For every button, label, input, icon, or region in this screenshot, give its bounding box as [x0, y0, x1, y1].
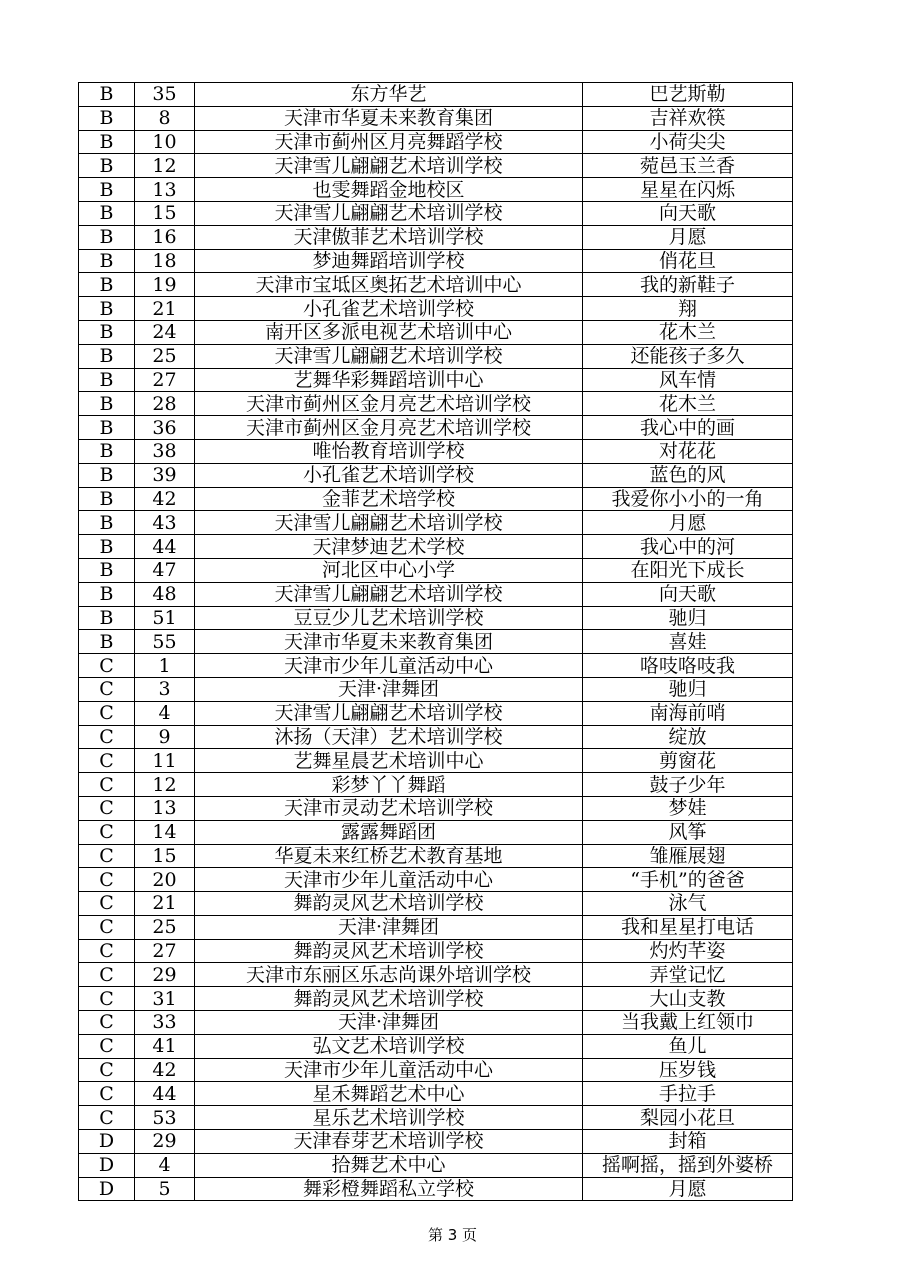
- group-cell: B: [79, 273, 135, 297]
- table-row: [79, 1153, 793, 1177]
- group-cell: C: [79, 1082, 135, 1106]
- number-cell: 14: [135, 820, 195, 844]
- group-cell: B: [79, 487, 135, 511]
- group-cell: D: [79, 1130, 135, 1154]
- number-cell: 16: [135, 225, 195, 249]
- table-row: [79, 749, 793, 773]
- group-cell: B: [79, 249, 135, 273]
- organization-cell: 天津市少年儿童活动中心: [195, 654, 583, 678]
- table-row: [79, 987, 793, 1011]
- program-title-cell: 剪窗花: [583, 749, 793, 773]
- group-cell: B: [79, 606, 135, 630]
- number-cell: 9: [135, 725, 195, 749]
- organization-cell: 天津雪儿翩翩艺术培训学校: [195, 344, 583, 368]
- program-title-cell: 弄堂记忆: [583, 963, 793, 987]
- number-cell: 25: [135, 915, 195, 939]
- organization-cell: 天津春芽艺术培训学校: [195, 1130, 583, 1154]
- number-cell: 18: [135, 249, 195, 273]
- organization-cell: 舞韵灵风艺术培训学校: [195, 987, 583, 1011]
- number-cell: 8: [135, 106, 195, 130]
- program-title-cell: 我和星星打电话: [583, 915, 793, 939]
- program-title-cell: 大山支教: [583, 987, 793, 1011]
- organization-cell: 华夏未来红桥艺术教育基地: [195, 844, 583, 868]
- organization-cell: 天津·津舞团: [195, 677, 583, 701]
- table-row: [79, 130, 793, 154]
- program-title-cell: 手拉手: [583, 1082, 793, 1106]
- group-cell: B: [79, 630, 135, 654]
- number-cell: 11: [135, 749, 195, 773]
- program-title-cell: 摇啊摇，摇到外婆桥: [583, 1153, 793, 1177]
- program-title-cell: 月愿: [583, 225, 793, 249]
- number-cell: 28: [135, 392, 195, 416]
- table-row: [79, 487, 793, 511]
- organization-cell: 河北区中心小学: [195, 558, 583, 582]
- number-cell: 13: [135, 796, 195, 820]
- organization-cell: 天津雪儿翩翩艺术培训学校: [195, 511, 583, 535]
- program-title-cell: 向天歌: [583, 582, 793, 606]
- group-cell: D: [79, 1153, 135, 1177]
- number-cell: 12: [135, 154, 195, 178]
- table-row: [79, 249, 793, 273]
- organization-cell: 天津市华夏未来教育集团: [195, 106, 583, 130]
- program-title-cell: 驰归: [583, 606, 793, 630]
- table-row: [79, 535, 793, 559]
- group-cell: D: [79, 1177, 135, 1201]
- number-cell: 25: [135, 344, 195, 368]
- program-title-cell: 喜娃: [583, 630, 793, 654]
- table-row: [79, 1106, 793, 1130]
- program-title-cell: 月愿: [583, 1177, 793, 1201]
- table-row: [79, 83, 793, 107]
- program-table-body: [79, 83, 793, 1201]
- number-cell: 41: [135, 1034, 195, 1058]
- program-title-cell: 梦娃: [583, 796, 793, 820]
- organization-cell: 天津市宝坻区奥拓艺术培训中心: [195, 273, 583, 297]
- program-title-cell: 俏花旦: [583, 249, 793, 273]
- table-row: [79, 511, 793, 535]
- organization-cell: 梦迪舞蹈培训学校: [195, 249, 583, 273]
- organization-cell: 小孔雀艺术培训学校: [195, 297, 583, 321]
- organization-cell: 小孔雀艺术培训学校: [195, 463, 583, 487]
- group-cell: B: [79, 511, 135, 535]
- group-cell: C: [79, 749, 135, 773]
- table-row: [79, 630, 793, 654]
- program-title-cell: 雏雁展翅: [583, 844, 793, 868]
- number-cell: 38: [135, 439, 195, 463]
- table-row: [79, 178, 793, 202]
- number-cell: 21: [135, 297, 195, 321]
- table-row: [79, 1130, 793, 1154]
- group-cell: B: [79, 368, 135, 392]
- program-title-cell: 风筝: [583, 820, 793, 844]
- program-title-cell: 巴艺斯勒: [583, 83, 793, 107]
- organization-cell: 东方华艺: [195, 83, 583, 107]
- program-title-cell: 蓝色的风: [583, 463, 793, 487]
- group-cell: C: [79, 1058, 135, 1082]
- number-cell: 55: [135, 630, 195, 654]
- organization-cell: 天津雪儿翩翩艺术培训学校: [195, 701, 583, 725]
- table-row: [79, 725, 793, 749]
- group-cell: C: [79, 868, 135, 892]
- page-number: 第 3 页: [427, 1226, 478, 1244]
- organization-cell: 星禾舞蹈艺术中心: [195, 1082, 583, 1106]
- organization-cell: 露露舞蹈团: [195, 820, 583, 844]
- group-cell: B: [79, 130, 135, 154]
- table-row: [79, 297, 793, 321]
- number-cell: 29: [135, 1130, 195, 1154]
- program-title-cell: 菀邑玉兰香: [583, 154, 793, 178]
- program-title-cell: 吉祥欢筷: [583, 106, 793, 130]
- organization-cell: 沐扬（天津）艺术培训学校: [195, 725, 583, 749]
- organization-cell: 天津市少年儿童活动中心: [195, 1058, 583, 1082]
- program-title-cell: 向天歌: [583, 201, 793, 225]
- number-cell: 21: [135, 892, 195, 916]
- table-row: [79, 558, 793, 582]
- organization-cell: 拾舞艺术中心: [195, 1153, 583, 1177]
- group-cell: C: [79, 677, 135, 701]
- program-title-cell: 梨园小花旦: [583, 1106, 793, 1130]
- table-row: [79, 1058, 793, 1082]
- program-table: [78, 82, 793, 1201]
- table-row: [79, 892, 793, 916]
- number-cell: 39: [135, 463, 195, 487]
- group-cell: B: [79, 83, 135, 107]
- group-cell: C: [79, 654, 135, 678]
- table-row: [79, 773, 793, 797]
- table-row: [79, 344, 793, 368]
- table-row: [79, 654, 793, 678]
- table-row: [79, 1177, 793, 1201]
- table-row: [79, 320, 793, 344]
- number-cell: 12: [135, 773, 195, 797]
- organization-cell: 舞韵灵风艺术培训学校: [195, 892, 583, 916]
- organization-cell: 舞彩橙舞蹈私立学校: [195, 1177, 583, 1201]
- table-row: [79, 796, 793, 820]
- table-row: [79, 439, 793, 463]
- table-row: [79, 582, 793, 606]
- program-title-cell: 在阳光下成长: [583, 558, 793, 582]
- number-cell: 27: [135, 368, 195, 392]
- table-row: [79, 416, 793, 440]
- program-title-cell: 鱼儿: [583, 1034, 793, 1058]
- table-row: [79, 915, 793, 939]
- group-cell: C: [79, 773, 135, 797]
- table-row: [79, 677, 793, 701]
- group-cell: B: [79, 558, 135, 582]
- group-cell: C: [79, 939, 135, 963]
- program-title-cell: 星星在闪烁: [583, 178, 793, 202]
- organization-cell: 艺舞华彩舞蹈培训中心: [195, 368, 583, 392]
- organization-cell: 金菲艺术培学校: [195, 487, 583, 511]
- table-row: [79, 1082, 793, 1106]
- organization-cell: 天津雪儿翩翩艺术培训学校: [195, 582, 583, 606]
- table-row: [79, 1034, 793, 1058]
- group-cell: B: [79, 106, 135, 130]
- organization-cell: 天津雪儿翩翩艺术培训学校: [195, 201, 583, 225]
- organization-cell: 艺舞星晨艺术培训中心: [195, 749, 583, 773]
- program-title-cell: 鼓子少年: [583, 773, 793, 797]
- organization-cell: 唯怡教育培训学校: [195, 439, 583, 463]
- number-cell: 47: [135, 558, 195, 582]
- program-title-cell: 小荷尖尖: [583, 130, 793, 154]
- group-cell: B: [79, 225, 135, 249]
- number-cell: 3: [135, 677, 195, 701]
- program-title-cell: 驰归: [583, 677, 793, 701]
- program-title-cell: 对花花: [583, 439, 793, 463]
- table-row: [79, 463, 793, 487]
- group-cell: B: [79, 154, 135, 178]
- organization-cell: 天津市蓟州区月亮舞蹈学校: [195, 130, 583, 154]
- number-cell: 42: [135, 1058, 195, 1082]
- number-cell: 33: [135, 1011, 195, 1035]
- number-cell: 24: [135, 320, 195, 344]
- group-cell: B: [79, 178, 135, 202]
- number-cell: 35: [135, 83, 195, 107]
- number-cell: 48: [135, 582, 195, 606]
- group-cell: C: [79, 963, 135, 987]
- organization-cell: 天津傲菲艺术培训学校: [195, 225, 583, 249]
- table-row: [79, 606, 793, 630]
- table-row: [79, 273, 793, 297]
- group-cell: C: [79, 725, 135, 749]
- group-cell: C: [79, 701, 135, 725]
- table-row: [79, 701, 793, 725]
- number-cell: 1: [135, 654, 195, 678]
- group-cell: B: [79, 392, 135, 416]
- organization-cell: 天津·津舞团: [195, 1011, 583, 1035]
- program-title-cell: 我心中的河: [583, 535, 793, 559]
- number-cell: 20: [135, 868, 195, 892]
- number-cell: 5: [135, 1177, 195, 1201]
- number-cell: 53: [135, 1106, 195, 1130]
- organization-cell: 弘文艺术培训学校: [195, 1034, 583, 1058]
- organization-cell: 彩梦丫丫舞蹈: [195, 773, 583, 797]
- group-cell: C: [79, 892, 135, 916]
- organization-cell: 天津市华夏未来教育集团: [195, 630, 583, 654]
- results-sheet: [78, 82, 792, 1201]
- table-row: [79, 963, 793, 987]
- organization-cell: 天津·津舞团: [195, 915, 583, 939]
- program-title-cell: 我爱你小小的一角: [583, 487, 793, 511]
- group-cell: C: [79, 796, 135, 820]
- program-title-cell: 我心中的画: [583, 416, 793, 440]
- organization-cell: 也雯舞蹈金地校区: [195, 178, 583, 202]
- group-cell: C: [79, 915, 135, 939]
- table-row: [79, 844, 793, 868]
- group-cell: B: [79, 320, 135, 344]
- group-cell: C: [79, 987, 135, 1011]
- group-cell: B: [79, 297, 135, 321]
- number-cell: 19: [135, 273, 195, 297]
- group-cell: B: [79, 201, 135, 225]
- group-cell: C: [79, 1011, 135, 1035]
- program-title-cell: 灼灼芊姿: [583, 939, 793, 963]
- program-title-cell: “手机”的爸爸: [583, 868, 793, 892]
- table-row: [79, 820, 793, 844]
- group-cell: B: [79, 439, 135, 463]
- organization-cell: 星乐艺术培训学校: [195, 1106, 583, 1130]
- table-row: [79, 106, 793, 130]
- program-title-cell: 月愿: [583, 511, 793, 535]
- number-cell: 29: [135, 963, 195, 987]
- group-cell: C: [79, 844, 135, 868]
- program-title-cell: 还能孩子多久: [583, 344, 793, 368]
- table-row: [79, 868, 793, 892]
- program-title-cell: 翔: [583, 297, 793, 321]
- organization-cell: 天津市少年儿童活动中心: [195, 868, 583, 892]
- program-title-cell: 花木兰: [583, 392, 793, 416]
- program-title-cell: 咯吱咯吱我: [583, 654, 793, 678]
- number-cell: 36: [135, 416, 195, 440]
- program-title-cell: 封箱: [583, 1130, 793, 1154]
- number-cell: 10: [135, 130, 195, 154]
- program-title-cell: 风车情: [583, 368, 793, 392]
- number-cell: 42: [135, 487, 195, 511]
- number-cell: 4: [135, 701, 195, 725]
- number-cell: 31: [135, 987, 195, 1011]
- number-cell: 13: [135, 178, 195, 202]
- organization-cell: 豆豆少儿艺术培训学校: [195, 606, 583, 630]
- organization-cell: 南开区多派电视艺术培训中心: [195, 320, 583, 344]
- table-row: [79, 939, 793, 963]
- program-title-cell: 花木兰: [583, 320, 793, 344]
- group-cell: B: [79, 344, 135, 368]
- program-title-cell: 泳气: [583, 892, 793, 916]
- table-row: [79, 368, 793, 392]
- group-cell: C: [79, 1034, 135, 1058]
- organization-cell: 天津雪儿翩翩艺术培训学校: [195, 154, 583, 178]
- program-title-cell: 南海前哨: [583, 701, 793, 725]
- number-cell: 27: [135, 939, 195, 963]
- number-cell: 15: [135, 201, 195, 225]
- program-title-cell: 我的新鞋子: [583, 273, 793, 297]
- organization-cell: 天津市灵动艺术培训学校: [195, 796, 583, 820]
- table-row: [79, 392, 793, 416]
- number-cell: 44: [135, 535, 195, 559]
- program-title-cell: 压岁钱: [583, 1058, 793, 1082]
- group-cell: C: [79, 1106, 135, 1130]
- group-cell: B: [79, 535, 135, 559]
- group-cell: B: [79, 463, 135, 487]
- group-cell: B: [79, 582, 135, 606]
- table-row: [79, 201, 793, 225]
- organization-cell: 天津市蓟州区金月亮艺术培训学校: [195, 416, 583, 440]
- organization-cell: 天津市东丽区乐志尚课外培训学校: [195, 963, 583, 987]
- organization-cell: 天津梦迪艺术学校: [195, 535, 583, 559]
- table-row: [79, 154, 793, 178]
- organization-cell: 天津市蓟州区金月亮艺术培训学校: [195, 392, 583, 416]
- number-cell: 15: [135, 844, 195, 868]
- number-cell: 44: [135, 1082, 195, 1106]
- number-cell: 43: [135, 511, 195, 535]
- organization-cell: 舞韵灵风艺术培训学校: [195, 939, 583, 963]
- table-row: [79, 225, 793, 249]
- program-title-cell: 当我戴上红领巾: [583, 1011, 793, 1035]
- number-cell: 51: [135, 606, 195, 630]
- group-cell: C: [79, 820, 135, 844]
- table-row: [79, 1011, 793, 1035]
- program-title-cell: 绽放: [583, 725, 793, 749]
- number-cell: 4: [135, 1153, 195, 1177]
- group-cell: B: [79, 416, 135, 440]
